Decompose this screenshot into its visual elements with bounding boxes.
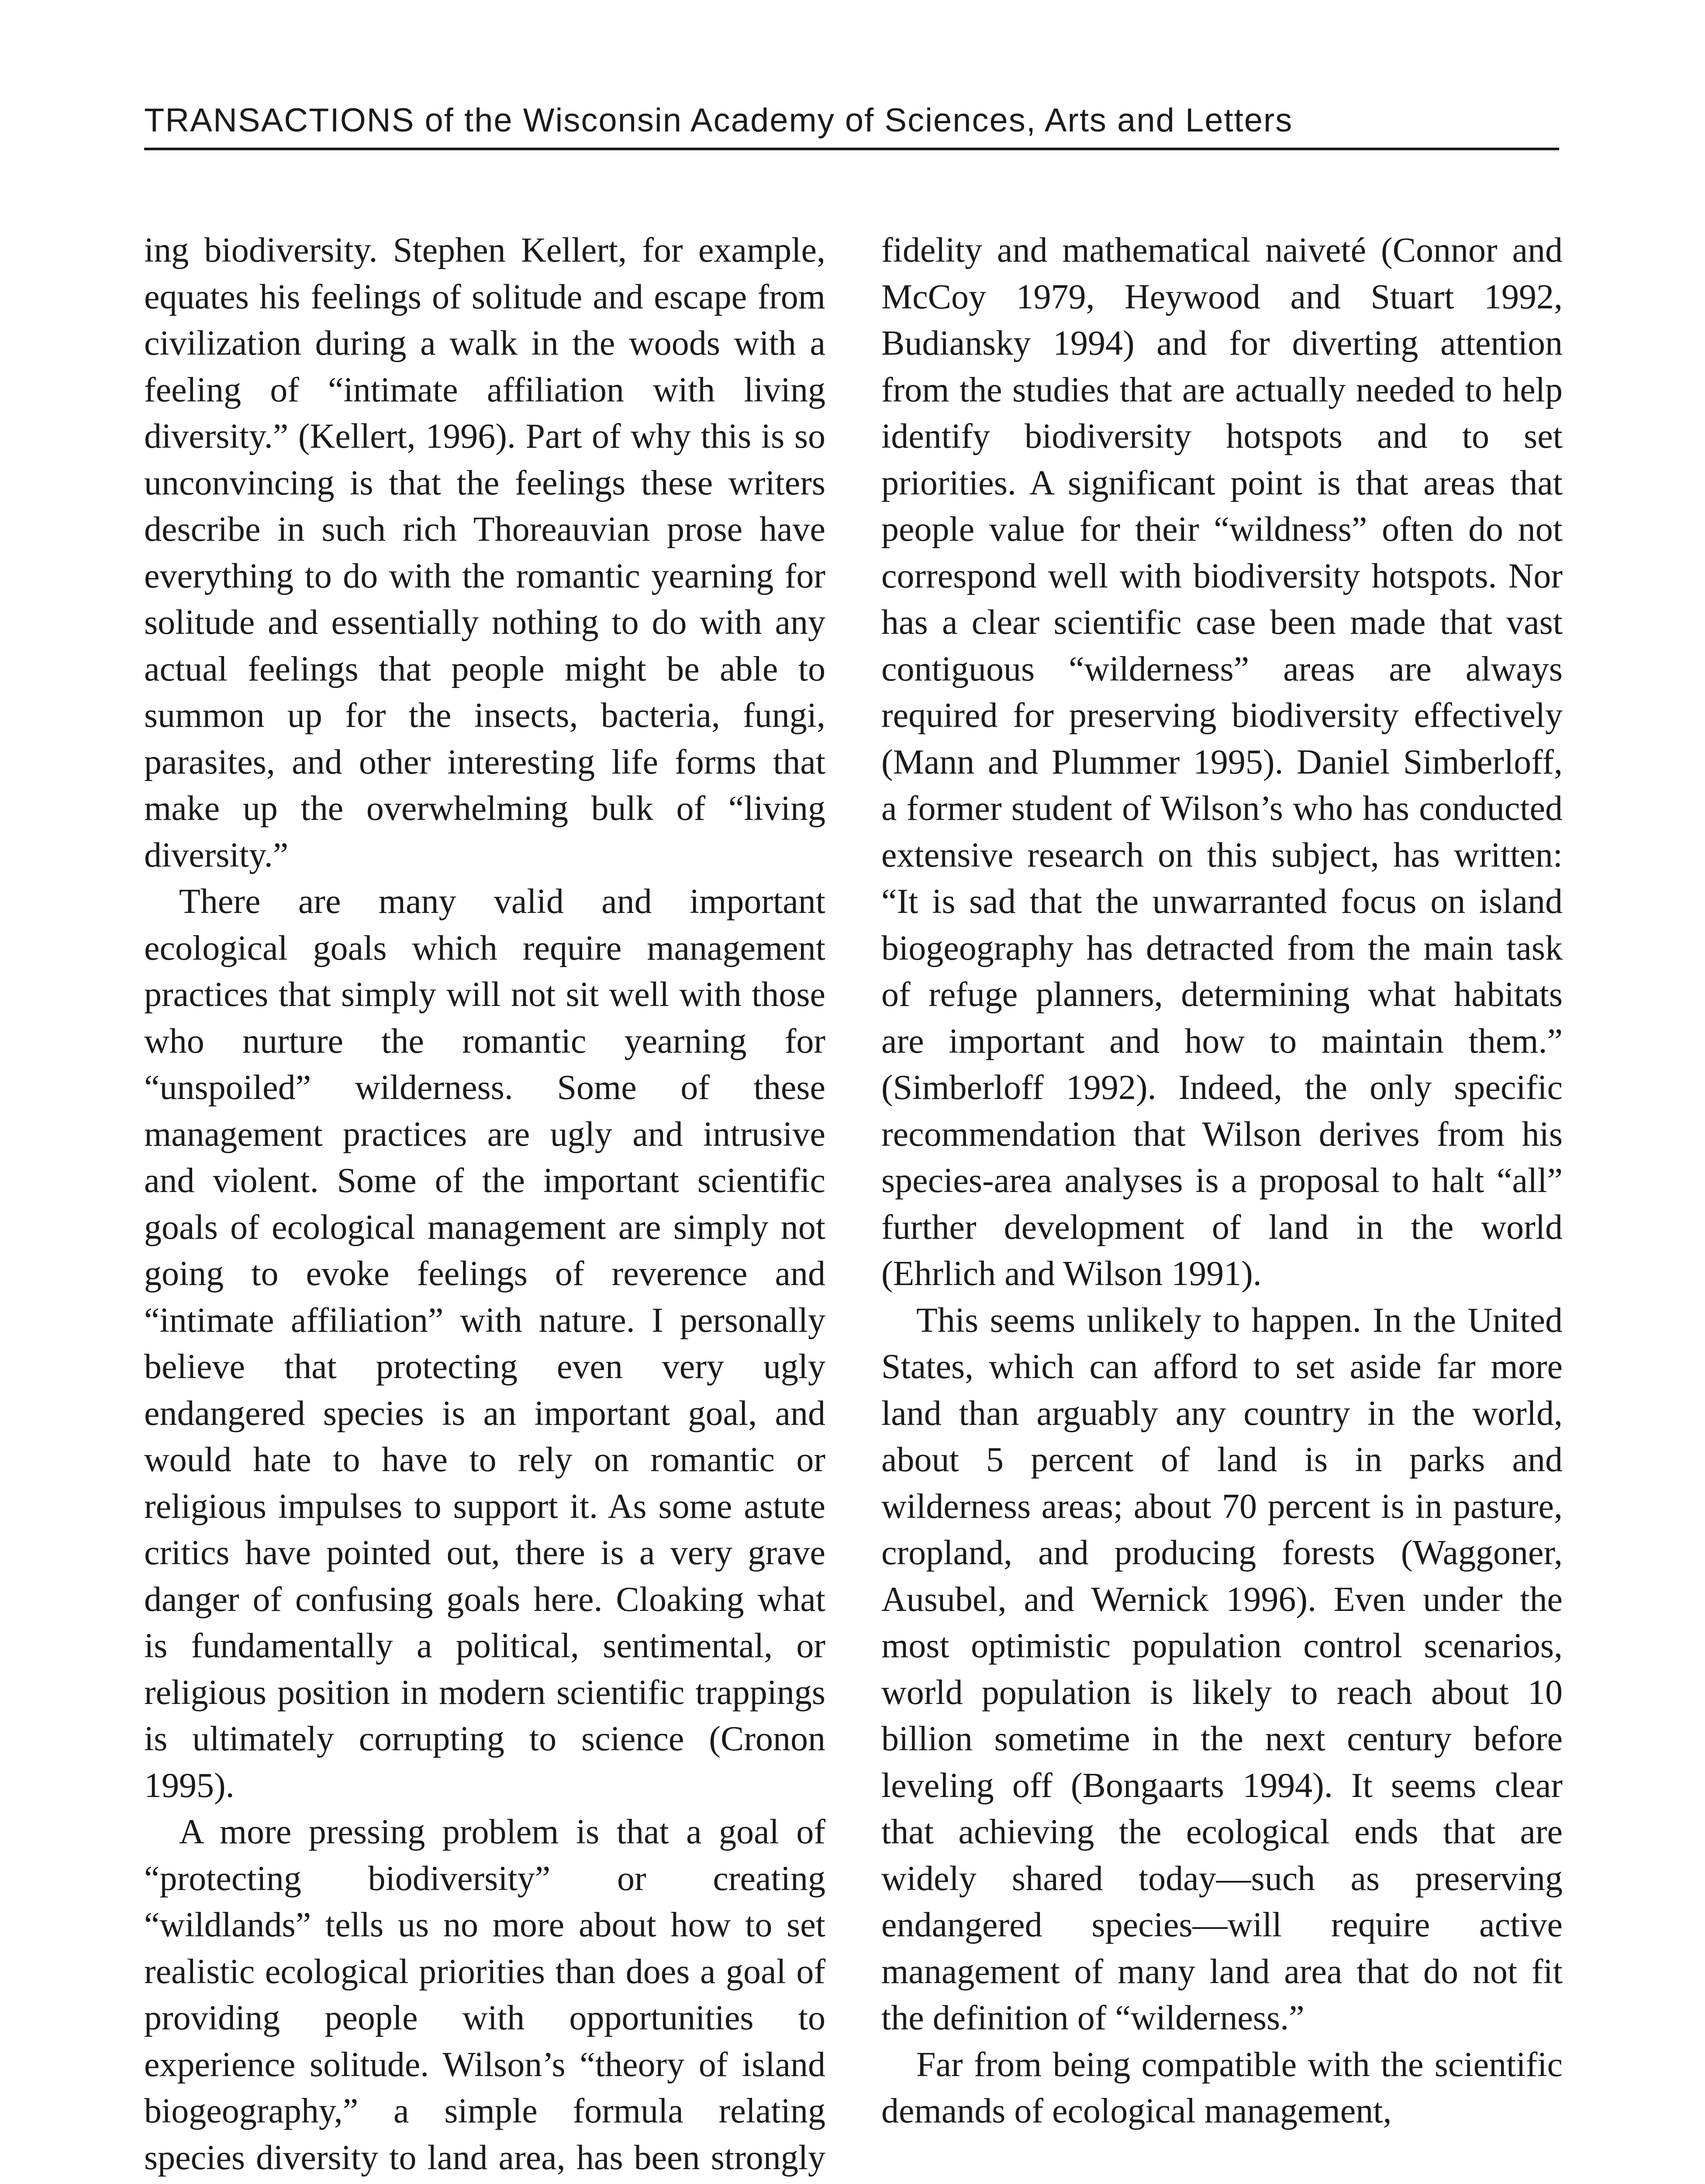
- paragraph: ing biodiversity. Stephen Kellert, for example, equates his feelings of solitude and escape from civilization during a walk in the woods with a feeling of “intimate affiliation with living diversity.” (Kellert, 1996). Part of why this is so unconvincing is that the feelings these writers describe in such rich Thoreauvian prose have everything to do with the romantic yearning for solitude and essentially nothing to do with any actual feelings that people might be able to summon up for the insects, bacteria, fungi, parasites, and other interesting life forms that make up the overwhelming bulk of “living diversity.”: [144, 231, 825, 874]
- paragraph: Far from being compatible with the scientific demands of ecological management,: [881, 2045, 1563, 2130]
- running-header-title: TRANSACTIONS of the Wisconsin Academy of Sciences, Arts and Letters: [144, 102, 1293, 139]
- paragraph: There are many valid and important ecological goals which require management practices that simply will not sit well with those who nurture the romantic yearning for “unspoiled” wilderness. Some of these management practices are ugly and intrusive and violent. Some of the important scientific goals of ecological management are simply not going to evoke feelings of reverence and “intimate affiliation” with nature. I personally believe that protecting even very ugly endangered species is an important goal, and would hate to have to rely on romantic or religious impulses to support it. As some astute critics have pointed out, there is a very grave danger of confusing goals here. Cloaking what is fundamentally a political, sentimental, or religious position in modern scientific trappings is ultimately corrupting to science (Cronon 1995).: [144, 882, 825, 1805]
- paragraph: This seems unlikely to happen. In the United States, which can afford to set aside far more land than arguably any country in the world, about 5 percent of land is in parks and wilderness areas; about 70 percent is in pasture, cropland, and producing forests (Waggoner, Ausubel, and Wernick 1996). Even under the most optimistic population control scenarios, world population is likely to reach about 10 billion sometime in the next century before leveling off (Bongaarts 1994). It seems clear that achieving the ecological ends that are widely shared today—such as preserving endangered species—will require active management of many land area that do not fit the definition of “wilderness.”: [881, 1301, 1563, 2037]
- right-column: [881, 227, 1563, 2135]
- paragraph: fidelity and mathematical naiveté (Connor and McCoy 1979, Heywood and Stuart 1992, Budiansky 1994) and for diverting attention from the studies that are actually needed to help identify biodiversity hotspots and to set priorities. A significant point is that areas that people value for their “wildness” often do not correspond well with biodiversity hotspots. Nor has a clear scientific case been made that vast contiguous “wilderness” areas are always required for preserving biodiversity effectively (Mann and Plummer 1995). Daniel Simberloff, a former student of Wilson’s who has conducted extensive research on this subject, has written: “It is sad that the unwarranted focus on island biogeography has detracted from the main task of refuge planners, determining what habitats are important and how to maintain them.” (Simberloff 1992). Indeed, the only specific recommendation that Wilson derives from his species-area analyses is a proposal to halt “all” further development of land in the world (Ehrlich and Wilson 1991).: [881, 231, 1563, 1293]
- paragraph: A more pressing problem is that a goal of “protecting biodiversity” or creating “wildlands” tells us no more about how to set realistic ecological priorities than does a goal of providing people with opportunities to experience solitude. Wilson’s “theory of island biogeography,” a simple formula relating species diversity to land area, has been strongly: [144, 1813, 825, 2177]
- left-column: [144, 227, 825, 2184]
- header-rule: [144, 148, 1559, 150]
